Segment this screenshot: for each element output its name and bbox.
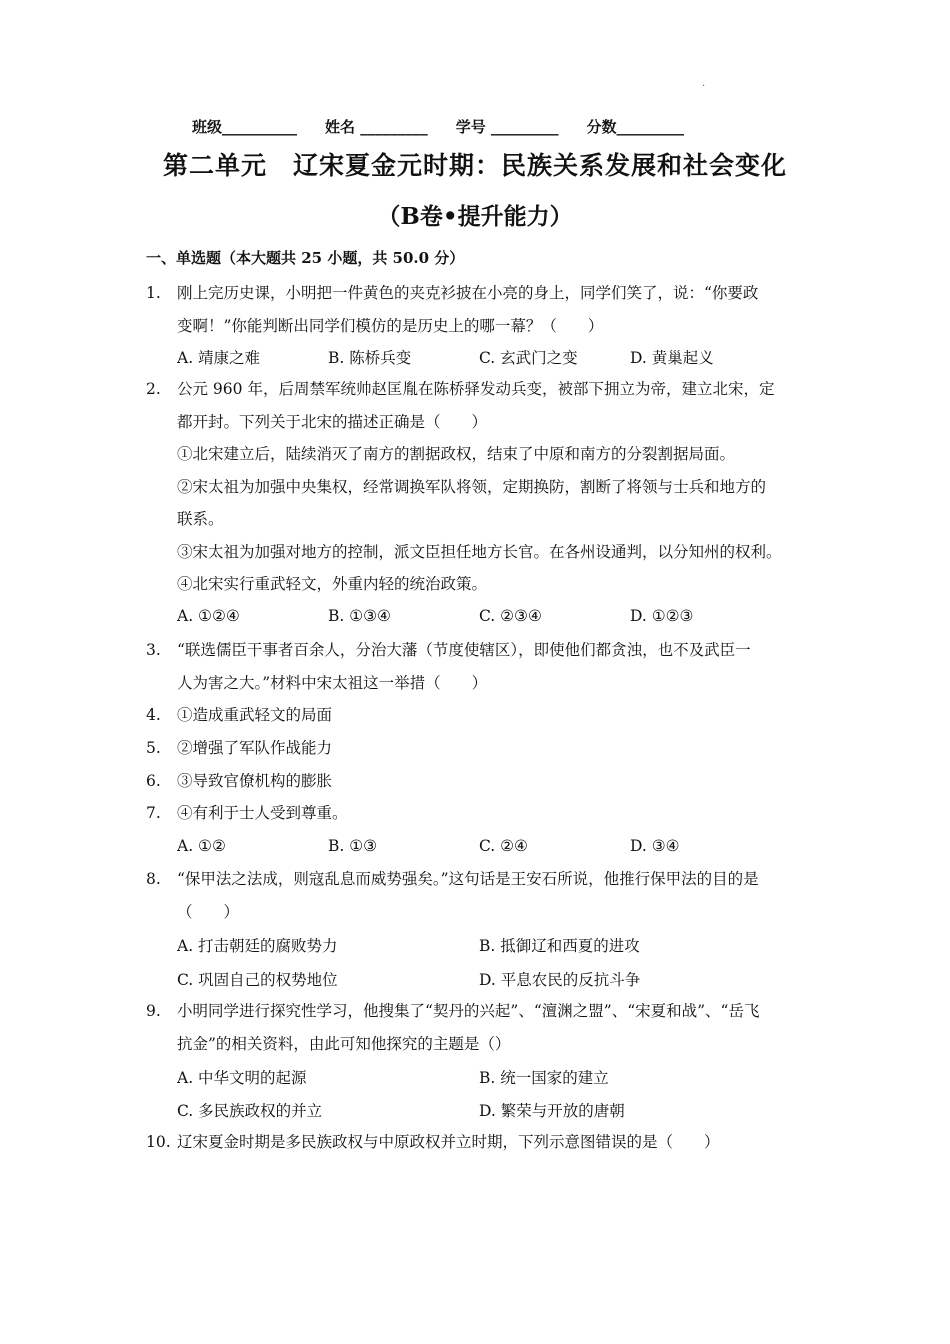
question-text: 小明同学进行探究性学习，他搜集了“契丹的兴起”、“澶渊之盟”、“宋夏和战”、“岳飞 [177, 1002, 760, 1020]
option-c[interactable]: C. ②③④ [479, 607, 542, 625]
question-text: ①造成重武轻文的局面 [177, 706, 333, 724]
question-text: “联选儒臣干事者百余人，分治大藩（节度使辖区），即使他们都贪浊，也不及武臣一 [177, 641, 751, 659]
question-5 [146, 732, 816, 765]
student-id-field[interactable]: 学号 _________ [455, 118, 559, 136]
statement: 联系。 [177, 510, 224, 528]
question-text: “保甲法之法成，则寇乱息而威势强矣。”这句话是王安石所说，他推行保甲法的目的是 [177, 870, 759, 888]
statement: ③宋太祖为加强对地方的控制，派文臣担任地方长官。在各州设通判，以分知州的权利。 [177, 542, 782, 561]
question-number: 9. [146, 1002, 161, 1020]
option-c[interactable]: C. 多民族政权的并立 [177, 1102, 323, 1120]
option-b[interactable]: B. ①③④ [328, 607, 391, 625]
option-c[interactable]: C. ②④ [479, 837, 528, 855]
question-number: 3. [146, 641, 161, 659]
score-field[interactable]: 分数_________ [586, 118, 684, 136]
question-text: 变啊！”你能判断出同学们模仿的是历史上的哪一幕？（ ） [177, 316, 604, 335]
question-number: 6. [146, 772, 161, 790]
option-b[interactable]: B. ①③ [328, 837, 378, 855]
question-1-options [177, 346, 781, 368]
question-1 [146, 277, 816, 342]
question-text: 辽宋夏金时期是多民族政权与中原政权并立时期，下列示意图错误的是（ ） [177, 1133, 720, 1151]
question-number: 10. [146, 1133, 171, 1151]
option-d[interactable]: D. 繁荣与开放的唐朝 [479, 1102, 625, 1120]
question-text: 公元 960 年，后周禁军统帅赵匡胤在陈桥驿发动兵变，被部下拥立为帝，建立北宋，定 [177, 380, 775, 398]
question-2 [146, 373, 816, 601]
question-text: 刚上完历史课，小明把一件黄色的夹克衫披在小亮的身上，同学们笑了，说：“你要政 [177, 284, 759, 302]
question-7-options [177, 837, 781, 855]
question-text: 都开封。下列关于北宋的描述正确是（ ） [177, 412, 488, 431]
question-9-options-row-1 [177, 1066, 781, 1088]
option-a[interactable]: A. 打击朝廷的腐败势力 [177, 937, 338, 955]
question-9 [146, 995, 816, 1060]
option-a[interactable]: A. 中华文明的起源 [177, 1069, 307, 1087]
question-2-options [177, 607, 781, 625]
question-4 [146, 699, 816, 732]
option-d[interactable]: D. ①②③ [630, 607, 694, 625]
question-number: 1. [146, 284, 161, 302]
name-field[interactable]: 姓名 _________ [325, 118, 428, 136]
question-3 [146, 634, 816, 699]
option-d[interactable]: D. 黄巢起义 [630, 349, 714, 367]
page-subtitle: （B卷•提升能力） [377, 203, 573, 230]
question-text: 抗金”的相关资料，由此可知他探究的主题是（） [177, 1034, 511, 1053]
statement: ①北宋建立后，陆续消灭了南方的割据政权，结束了中原和南方的分裂割据局面。 [177, 445, 736, 463]
statement: ④北宋实行重武轻文，外重内轻的统治政策。 [177, 575, 488, 593]
question-10 [146, 1126, 816, 1159]
question-text: ④有利于士人受到尊重。 [177, 804, 348, 822]
section-heading: 一、单选题（本大题共 25 小题，共 50.0 分） [146, 249, 465, 267]
corner-dot: . [702, 78, 706, 89]
question-8-options-row-2 [177, 968, 781, 990]
question-text: ③导致官僚机构的膨胀 [177, 772, 333, 790]
question-number: 4. [146, 706, 161, 724]
option-c[interactable]: C. 玄武门之变 [479, 349, 578, 367]
question-7 [146, 797, 816, 830]
statement: ②宋太祖为加强中央集权，经常调换军队将领，定期换防，割断了将领与士兵和地方的 [177, 477, 767, 496]
question-text: 人为害之大。”材料中宋太祖这一举措（ ） [177, 673, 488, 692]
option-d[interactable]: D. ③④ [630, 837, 680, 855]
option-c[interactable]: C. 巩固自己的权势地位 [177, 971, 338, 989]
class-field[interactable]: 班级__________ [192, 118, 298, 136]
option-a[interactable]: A. 靖康之难 [177, 349, 261, 367]
question-number: 7. [146, 804, 161, 822]
option-a[interactable]: A. ①② [177, 837, 226, 855]
question-8-options-row-1 [177, 934, 781, 956]
option-a[interactable]: A. ①②④ [177, 607, 240, 625]
option-b[interactable]: B. 统一国家的建立 [479, 1069, 609, 1087]
question-8 [146, 863, 816, 928]
option-d[interactable]: D. 平息农民的反抗斗争 [479, 971, 641, 989]
option-b[interactable]: B. 陈桥兵变 [328, 349, 412, 367]
question-6 [146, 765, 816, 798]
student-info-fields [192, 116, 752, 137]
question-number: 5. [146, 739, 161, 757]
question-text: ②增强了军队作战能力 [177, 739, 333, 757]
question-text: （ ） [177, 902, 240, 921]
question-number: 2. [146, 380, 161, 398]
question-number: 8. [146, 870, 161, 888]
page-title: 第二单元 辽宋夏金元时期：民族关系发展和社会变化 [162, 151, 787, 180]
option-b[interactable]: B. 抵御辽和西夏的进攻 [479, 937, 640, 955]
question-9-options-row-2 [177, 1099, 781, 1121]
